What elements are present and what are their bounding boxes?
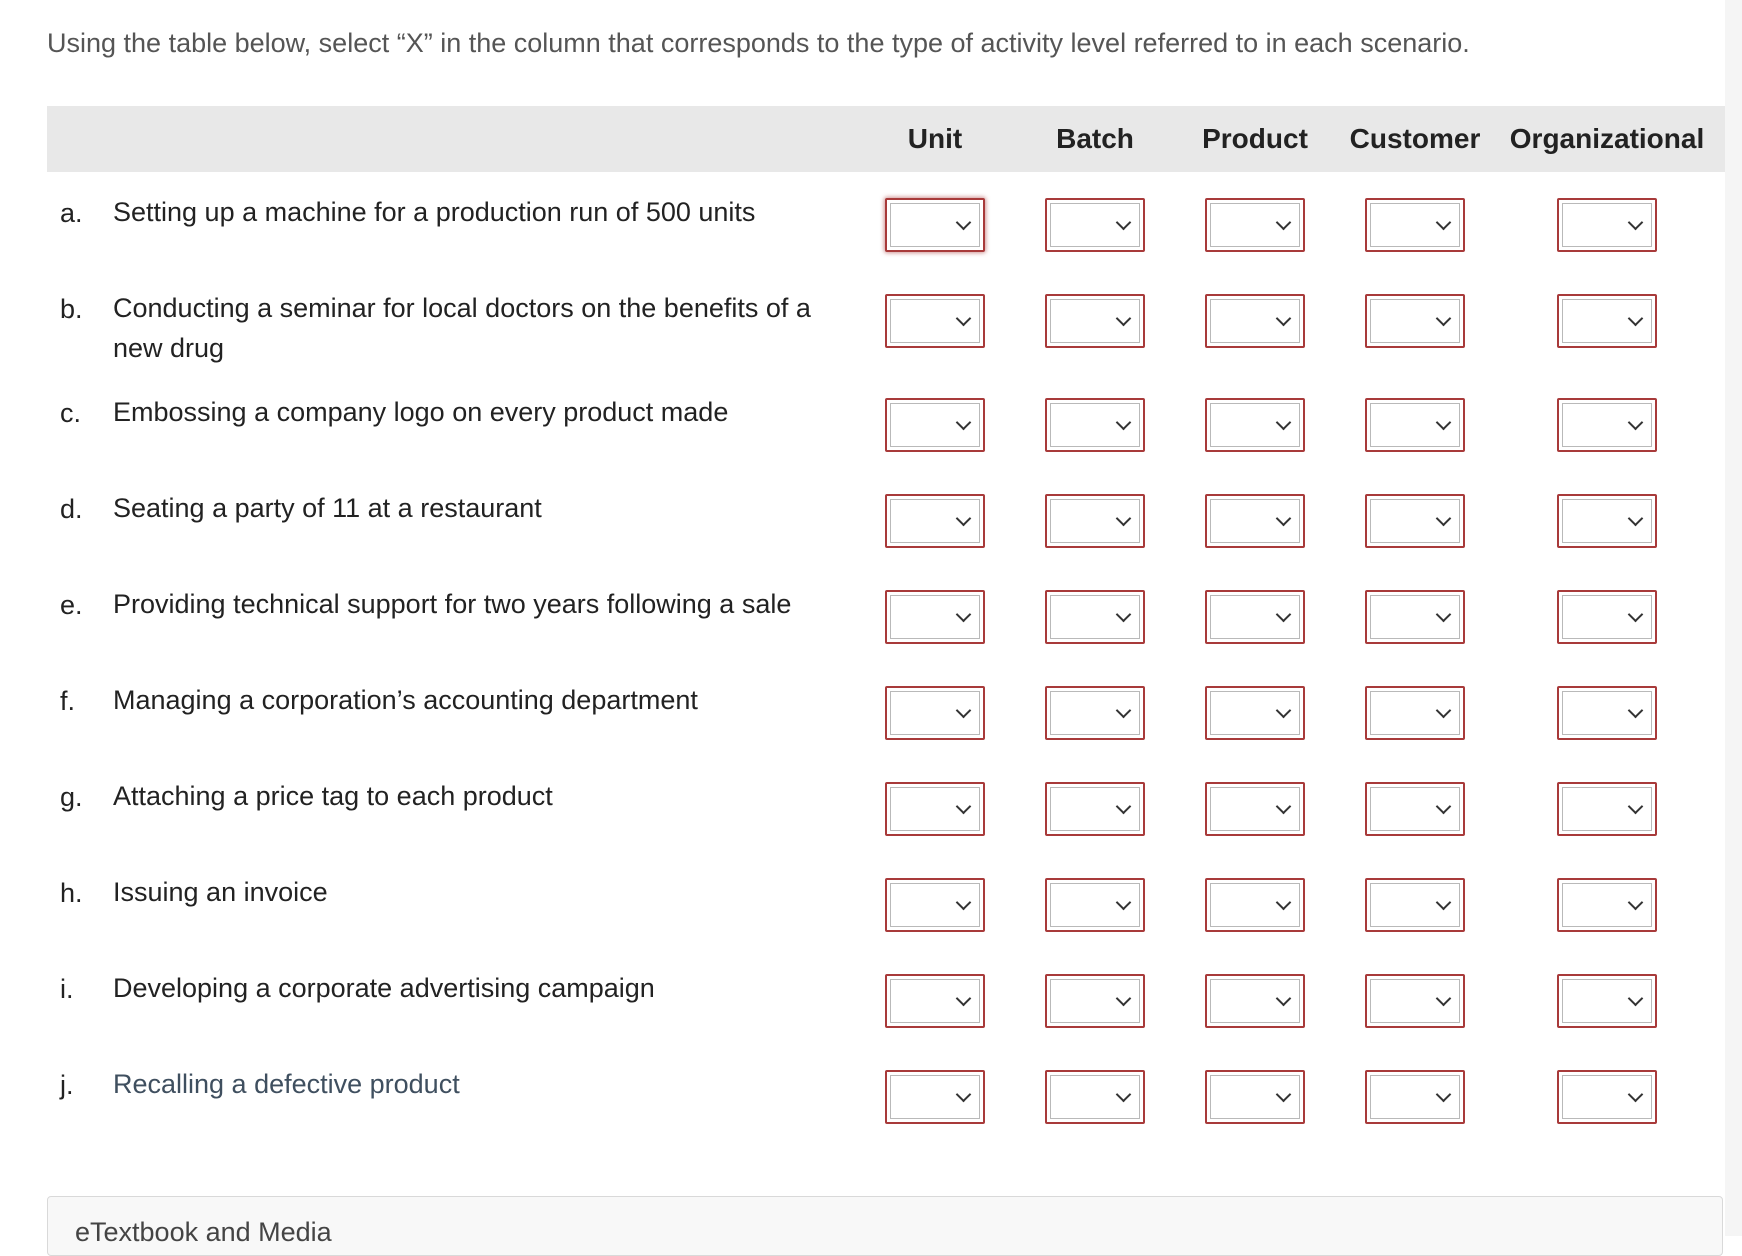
row-letter: h.	[60, 878, 83, 908]
select-b-organizational[interactable]	[1557, 294, 1657, 348]
select-e-batch[interactable]	[1045, 590, 1145, 644]
select-b-batch[interactable]	[1045, 294, 1145, 348]
select-b-product[interactable]	[1205, 294, 1305, 348]
select-j-batch[interactable]	[1045, 1070, 1145, 1124]
row-scenario-text: Managing a corporation’s accounting department	[113, 685, 698, 715]
chevron-down-icon	[1116, 215, 1132, 231]
row-scenario-text: Developing a corporate advertising campaign	[113, 973, 655, 1003]
row-scenario-text: Issuing an invoice	[113, 877, 328, 907]
select-j-customer[interactable]	[1365, 1070, 1465, 1124]
chevron-down-icon	[1116, 991, 1132, 1007]
row-letter: d.	[60, 494, 83, 524]
select-d-batch[interactable]	[1045, 494, 1145, 548]
chevron-down-icon	[956, 703, 972, 719]
chevron-down-icon	[1628, 1087, 1644, 1103]
etextbook-media-panel[interactable]	[47, 1196, 1723, 1256]
row-scenario-text: Setting up a machine for a production run of 500 units	[113, 197, 756, 227]
chevron-down-icon	[1436, 1087, 1452, 1103]
row-scenario-text: Embossing a company logo on every product made	[113, 397, 729, 427]
chevron-down-icon	[1116, 895, 1132, 911]
row-letter: a.	[60, 198, 83, 228]
chevron-down-icon	[1628, 511, 1644, 527]
select-c-product[interactable]	[1205, 398, 1305, 452]
chevron-down-icon	[1436, 311, 1452, 327]
column-header-product: Product	[1202, 123, 1308, 154]
select-e-organizational[interactable]	[1557, 590, 1657, 644]
chevron-down-icon	[1276, 607, 1292, 623]
page-gutter	[1725, 0, 1742, 1236]
row-scenario-text: Conducting a seminar for local doctors on the benefits of a new drug	[113, 293, 811, 363]
select-a-organizational[interactable]	[1557, 198, 1657, 252]
chevron-down-icon	[1628, 311, 1644, 327]
chevron-down-icon	[1116, 511, 1132, 527]
select-h-product[interactable]	[1205, 878, 1305, 932]
chevron-down-icon	[1436, 215, 1452, 231]
chevron-down-icon	[1628, 799, 1644, 815]
chevron-down-icon	[1436, 895, 1452, 911]
row-scenario-text: Attaching a price tag to each product	[113, 781, 553, 811]
chevron-down-icon	[1116, 311, 1132, 327]
chevron-down-icon	[1436, 991, 1452, 1007]
select-h-unit[interactable]	[885, 878, 985, 932]
select-a-customer[interactable]	[1365, 198, 1465, 252]
chevron-down-icon	[1436, 511, 1452, 527]
select-j-organizational[interactable]	[1557, 1070, 1657, 1124]
chevron-down-icon	[956, 215, 972, 231]
select-a-batch[interactable]	[1045, 198, 1145, 252]
chevron-down-icon	[1116, 703, 1132, 719]
column-header-organizational: Organizational	[1509, 123, 1705, 154]
media-panel-title: eTextbook and Media	[75, 1217, 332, 1247]
chevron-down-icon	[1628, 703, 1644, 719]
chevron-down-icon	[1116, 799, 1132, 815]
row-letter: j.	[60, 1070, 74, 1100]
select-g-customer[interactable]	[1365, 782, 1465, 836]
row-letter: i.	[60, 974, 74, 1004]
chevron-down-icon	[1116, 1087, 1132, 1103]
select-d-organizational[interactable]	[1557, 494, 1657, 548]
chevron-down-icon	[1436, 799, 1452, 815]
chevron-down-icon	[956, 511, 972, 527]
select-c-organizational[interactable]	[1557, 398, 1657, 452]
select-e-product[interactable]	[1205, 590, 1305, 644]
chevron-down-icon	[956, 1087, 972, 1103]
column-header-batch: Batch	[1056, 123, 1134, 154]
select-g-organizational[interactable]	[1557, 782, 1657, 836]
select-g-unit[interactable]	[885, 782, 985, 836]
select-c-batch[interactable]	[1045, 398, 1145, 452]
instruction-text: Using the table below, select “X” in the column that corresponds to the type of activity level referred to in each scenario.	[47, 28, 1470, 58]
chevron-down-icon	[956, 991, 972, 1007]
select-a-unit[interactable]	[885, 198, 985, 252]
select-j-product[interactable]	[1205, 1070, 1305, 1124]
chevron-down-icon	[1436, 415, 1452, 431]
chevron-down-icon	[1276, 799, 1292, 815]
chevron-down-icon	[956, 799, 972, 815]
select-h-batch[interactable]	[1045, 878, 1145, 932]
chevron-down-icon	[1276, 991, 1292, 1007]
chevron-down-icon	[956, 311, 972, 327]
select-f-unit[interactable]	[885, 686, 985, 740]
select-b-unit[interactable]	[885, 294, 985, 348]
row-letter: e.	[60, 590, 83, 620]
select-d-customer[interactable]	[1365, 494, 1465, 548]
select-g-product[interactable]	[1205, 782, 1305, 836]
select-c-unit[interactable]	[885, 398, 985, 452]
chevron-down-icon	[1436, 607, 1452, 623]
select-f-product[interactable]	[1205, 686, 1305, 740]
select-i-unit[interactable]	[885, 974, 985, 1028]
select-e-customer[interactable]	[1365, 590, 1465, 644]
row-scenario-text: Providing technical support for two years following a sale	[113, 589, 792, 619]
select-d-product[interactable]	[1205, 494, 1305, 548]
select-g-batch[interactable]	[1045, 782, 1145, 836]
row-scenario-text: Recalling a defective product	[113, 1069, 460, 1099]
chevron-down-icon	[1628, 607, 1644, 623]
select-i-batch[interactable]	[1045, 974, 1145, 1028]
chevron-down-icon	[1628, 215, 1644, 231]
select-f-customer[interactable]	[1365, 686, 1465, 740]
column-header-unit: Unit	[907, 123, 963, 154]
select-h-customer[interactable]	[1365, 878, 1465, 932]
chevron-down-icon	[1276, 311, 1292, 327]
column-header-customer: Customer	[1349, 123, 1481, 154]
chevron-down-icon	[1628, 991, 1644, 1007]
select-d-unit[interactable]	[885, 494, 985, 548]
chevron-down-icon	[1276, 703, 1292, 719]
row-scenario-text: Seating a party of 11 at a restaurant	[113, 493, 542, 523]
chevron-down-icon	[1276, 895, 1292, 911]
chevron-down-icon	[956, 895, 972, 911]
chevron-down-icon	[1116, 607, 1132, 623]
select-e-unit[interactable]	[885, 590, 985, 644]
row-letter: c.	[60, 398, 82, 428]
select-c-customer[interactable]	[1365, 398, 1465, 452]
select-f-organizational[interactable]	[1557, 686, 1657, 740]
chevron-down-icon	[956, 607, 972, 623]
chevron-down-icon	[1276, 511, 1292, 527]
chevron-down-icon	[1628, 415, 1644, 431]
select-h-organizational[interactable]	[1557, 878, 1657, 932]
row-letter: g.	[60, 782, 83, 812]
select-i-customer[interactable]	[1365, 974, 1465, 1028]
select-i-organizational[interactable]	[1557, 974, 1657, 1028]
chevron-down-icon	[1276, 415, 1292, 431]
select-b-customer[interactable]	[1365, 294, 1465, 348]
select-a-product[interactable]	[1205, 198, 1305, 252]
chevron-down-icon	[1628, 895, 1644, 911]
chevron-down-icon	[1276, 215, 1292, 231]
chevron-down-icon	[956, 415, 972, 431]
row-letter: f.	[60, 686, 76, 716]
select-j-unit[interactable]	[885, 1070, 985, 1124]
select-f-batch[interactable]	[1045, 686, 1145, 740]
row-letter: b.	[60, 294, 83, 324]
select-i-product[interactable]	[1205, 974, 1305, 1028]
chevron-down-icon	[1436, 703, 1452, 719]
chevron-down-icon	[1116, 415, 1132, 431]
chevron-down-icon	[1276, 1087, 1292, 1103]
